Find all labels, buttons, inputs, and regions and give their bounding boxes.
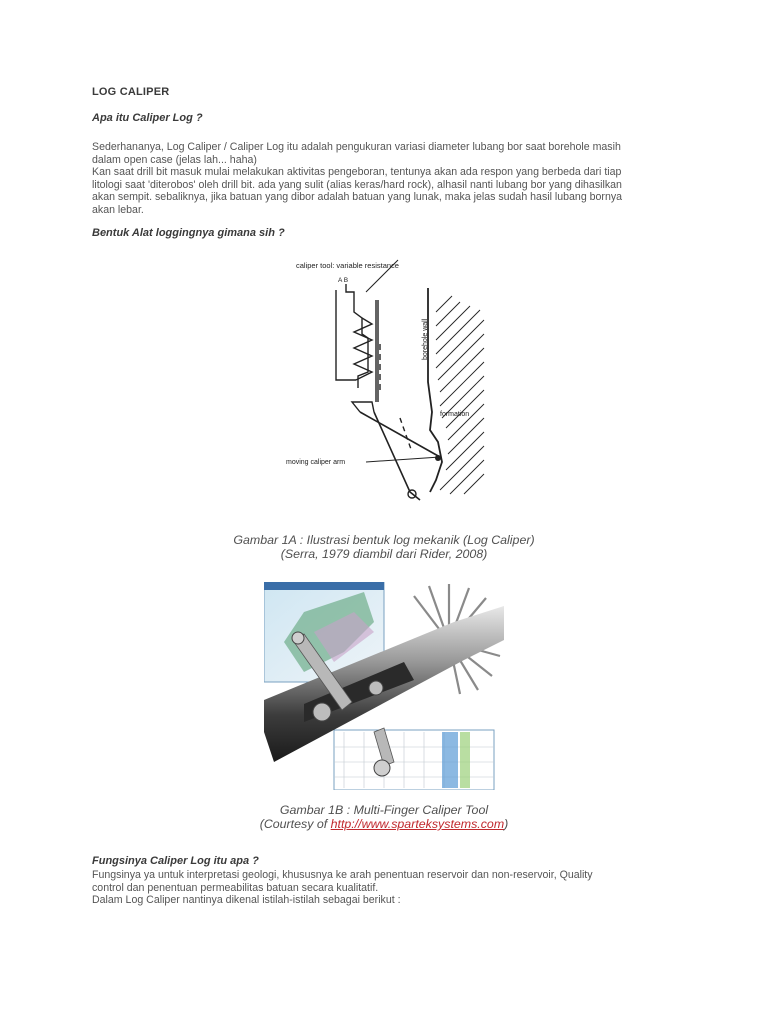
section-heading-function: Fungsinya Caliper Log itu apa ? <box>92 855 259 867</box>
label-ab: A B <box>338 277 349 284</box>
caliper-diagram-figure <box>280 252 490 512</box>
label-borehole-wall: borehole wall <box>422 318 429 360</box>
text-line: Fungsinya ya untuk interpretasi geologi, khususnya ke arah penentuan reservoir dan non-reservoir, Quality <box>92 869 593 881</box>
caption-courtesy <box>0 817 768 831</box>
text-line: dalam open case (jelas lah... haha) <box>92 153 257 166</box>
text-line: akan sempit. sebaliknya, jika batuan yang dibor adalah batuan yang lunak, maka jelas sudah hasil lubang bornya <box>92 191 623 204</box>
caption-line: Gambar 1B : Multi-Finger Caliper Tool <box>279 803 489 817</box>
section-heading-tool: Bentuk Alat loggingnya gimana sih ? <box>92 227 285 239</box>
section-heading-what: Apa itu Caliper Log ? <box>92 112 203 124</box>
source-link[interactable]: http://www.sparteksystems.com <box>330 817 505 831</box>
text-line: Kan saat drill bit masuk mulai melakukan aktivitas pengeboran, tentunya akan ada respon yang berbeda dari tiap <box>92 166 622 179</box>
figure-1a-caption <box>0 533 768 561</box>
label-caliper-tool: caliper tool: variable resistance <box>296 261 399 270</box>
page-title: LOG CALIPER <box>92 86 170 98</box>
label-moving-arm: moving caliper arm <box>286 459 346 466</box>
caption-line: (Serra, 1979 diambil dari Rider, 2008) <box>280 547 488 561</box>
figure-1b-caption <box>0 803 768 831</box>
courtesy-suffix: ) <box>504 817 509 831</box>
text-line: akan lebar. <box>92 203 144 216</box>
courtesy-prefix: (Courtesy of <box>259 817 331 831</box>
paragraph-function <box>92 869 682 907</box>
text-line: litologi saat 'diterobos' oleh drill bit. ada yang sulit (alias keras/hard rock), alhasil nanti lubang bor yang dihasilkan <box>92 178 622 191</box>
caption-line: Gambar 1A : Ilustrasi bentuk log mekanik (Log Caliper) <box>233 533 535 547</box>
multi-finger-caliper-photo <box>264 582 504 790</box>
paragraph-definition <box>92 141 682 217</box>
text-line: Sederhananya, Log Caliper / Caliper Log itu adalah pengukuran variasi diameter lubang bor saat borehole masih <box>92 141 621 153</box>
text-line: Dalam Log Caliper nantinya dikenal istilah-istilah sebagai berikut : <box>92 894 401 907</box>
label-formation: formation <box>440 411 470 418</box>
text-line: control dan penentuan permeabilitas batuan secara kualitatif. <box>92 881 379 894</box>
